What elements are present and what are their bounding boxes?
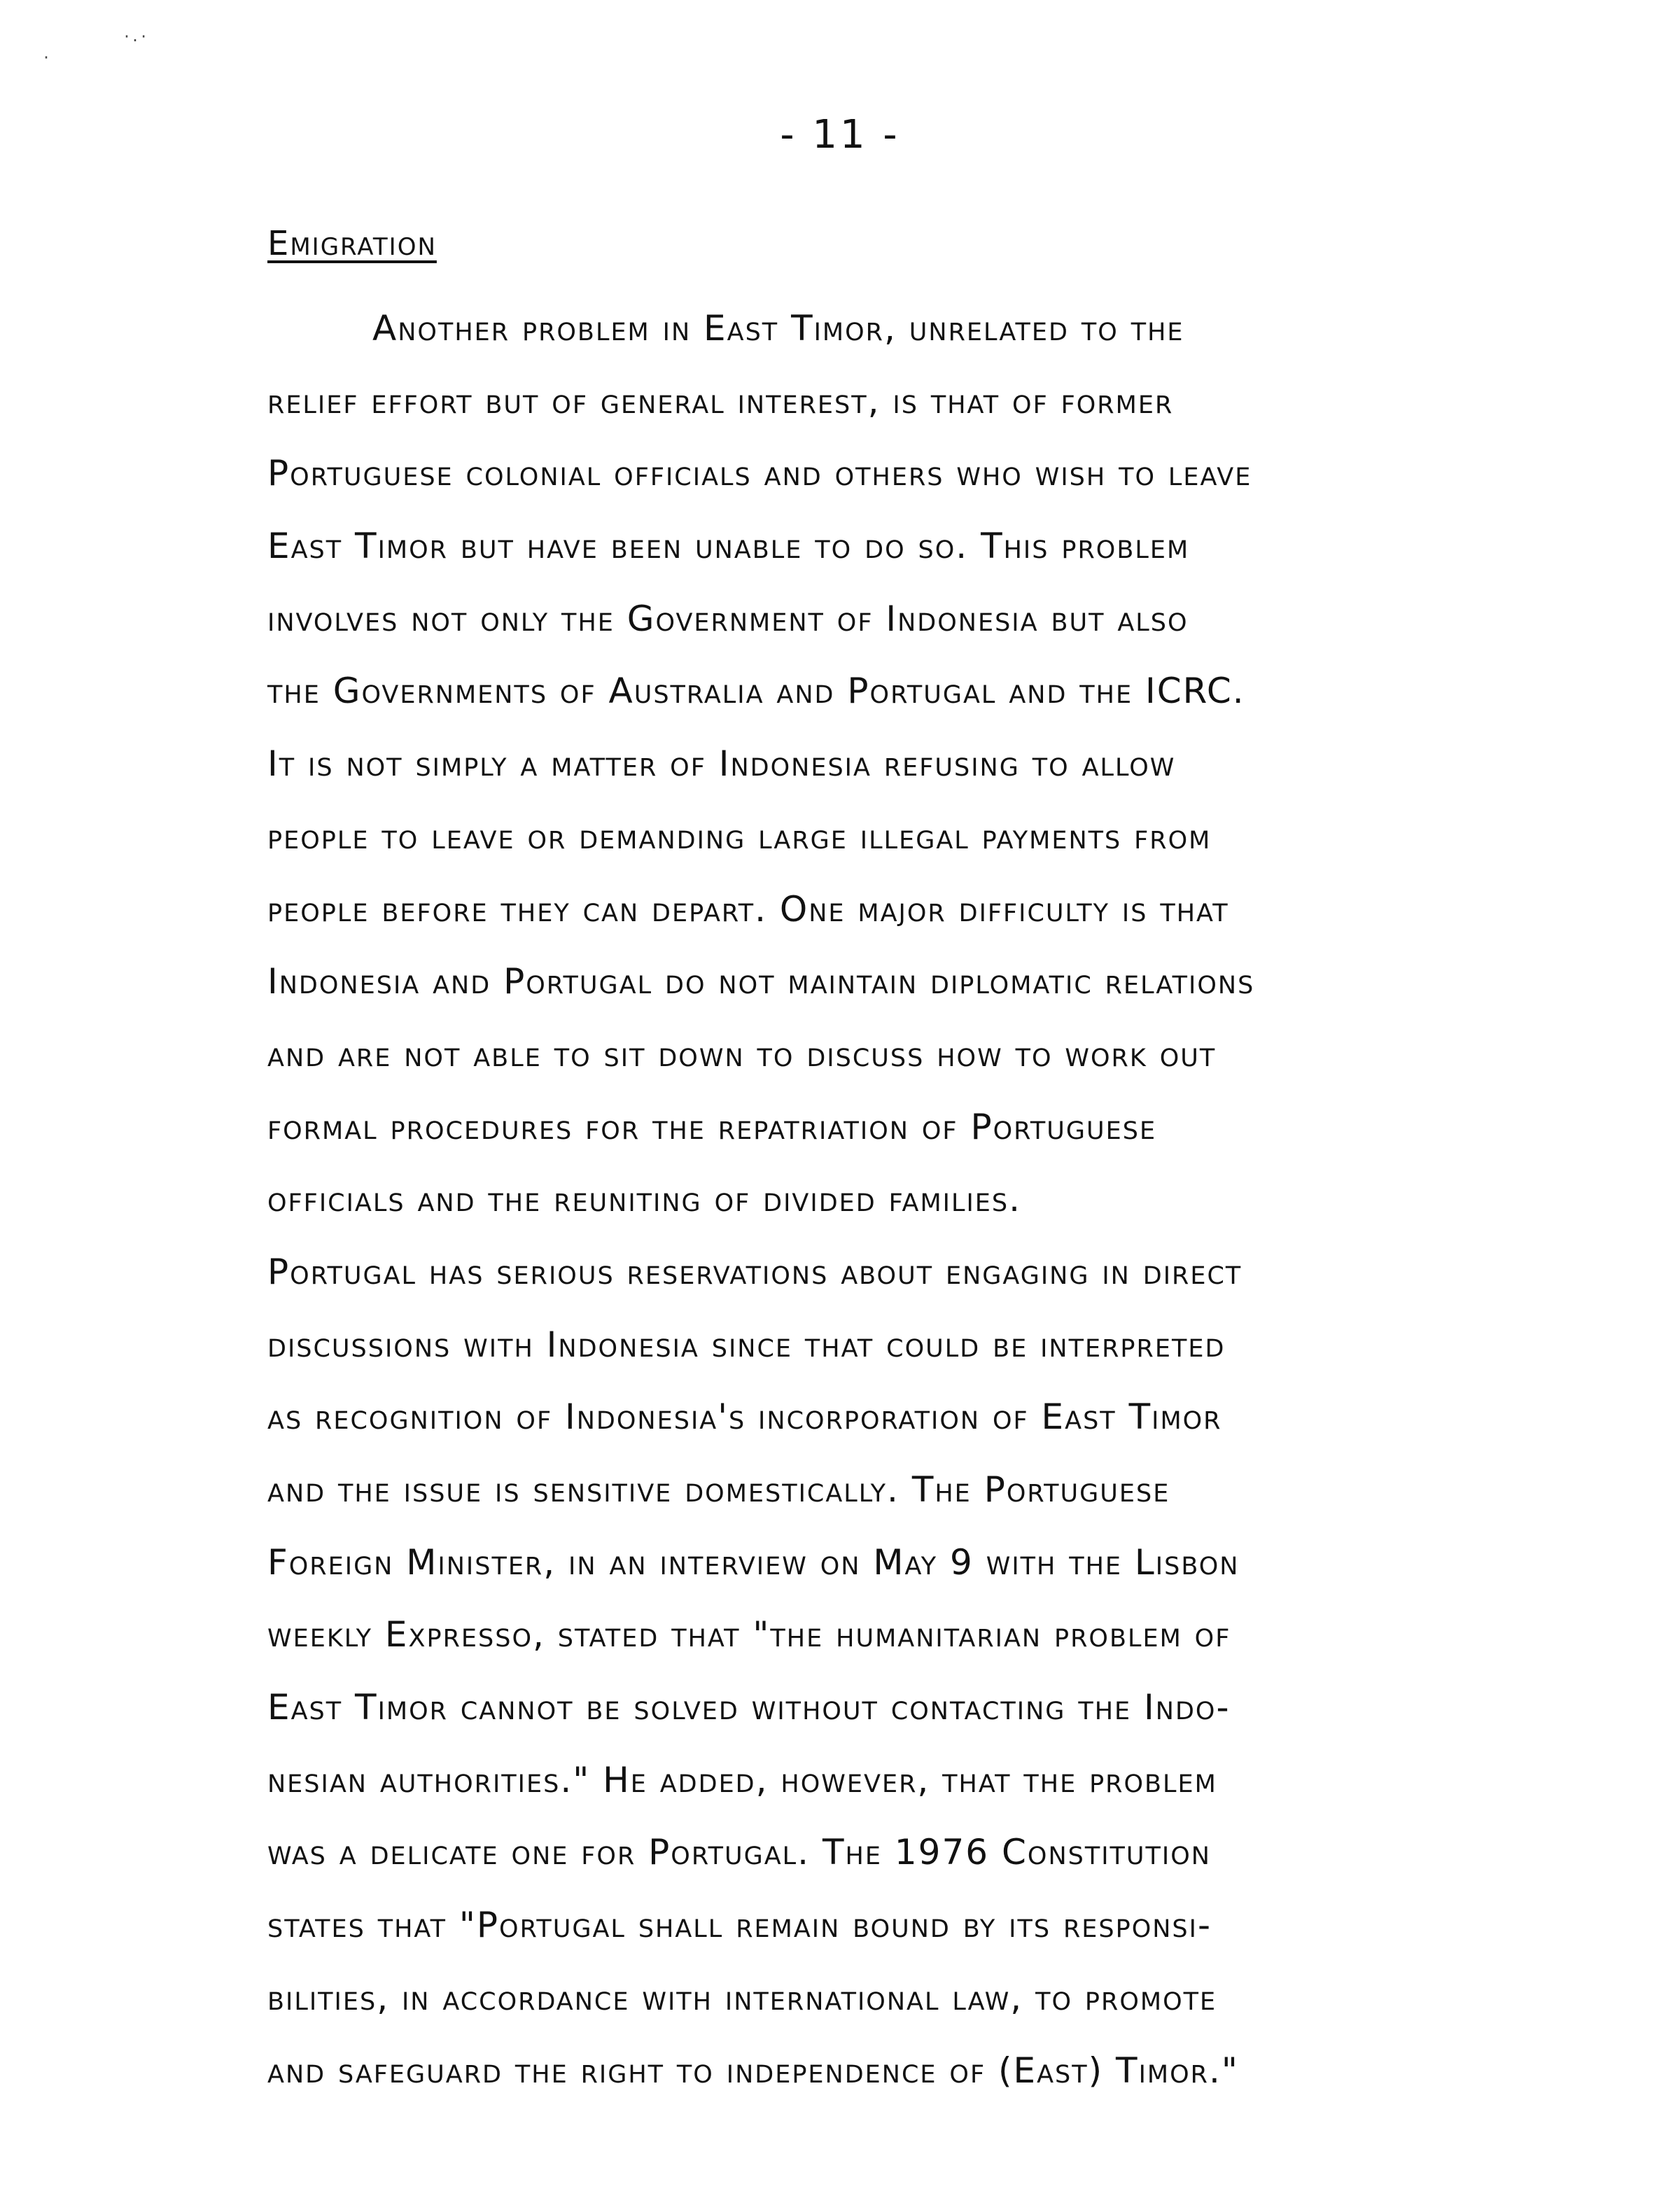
text-line: nesian authorities." He added, however, that the problem: [267, 1759, 1217, 1800]
text-line: as recognition of Indonesia's incorporation of East Timor: [267, 1396, 1222, 1438]
text-line: states that "Portugal shall remain bound by its responsi-: [267, 1905, 1212, 1946]
text-line: and safeguard the right to independence of (East) Timor.": [267, 2050, 1239, 2091]
text-line: Portuguese colonial officials and others who wish to leave: [267, 453, 1252, 494]
text-line: Another problem in East Timor, unrelated to the: [372, 308, 1184, 349]
text-line: Foreign Minister, in an interview on May 9 with the Lisbon: [267, 1541, 1240, 1583]
text-line: East Timor but have been unable to do so. This problem: [267, 526, 1190, 567]
scan-speck: ·.·: [122, 28, 148, 45]
scan-speck: ·: [42, 49, 51, 66]
text-line: Indonesia and Portugal do not maintain diplomatic relations: [267, 961, 1255, 1002]
text-line: and are not able to sit down to discuss how to work out: [267, 1033, 1217, 1074]
text-line: formal procedures for the repatriation of Portuguese: [267, 1106, 1157, 1147]
text-line: officials and the reuniting of divided families.: [267, 1179, 1022, 1220]
text-line: and the issue is sensitive domestically. The Portuguese: [267, 1469, 1170, 1510]
text-line: people to leave or demanding large illegal payments from: [267, 816, 1212, 857]
text-line: weekly Expresso, stated that "the humanitarian problem of: [267, 1614, 1231, 1656]
text-line: East Timor cannot be solved without contacting the Indo-: [267, 1687, 1231, 1728]
text-line: Portugal has serious reservations about engaging in direct: [267, 1251, 1242, 1292]
text-line: involves not only the Government of Indonesia but also: [267, 598, 1189, 639]
text-line: relief effort but of general interest, is that of former: [267, 380, 1174, 421]
text-line: It is not simply a matter of Indonesia refusing to allow: [267, 743, 1176, 785]
section-heading: Emigration: [267, 224, 437, 263]
text-line: the Governments of Australia and Portugal and the ICRC.: [267, 671, 1245, 712]
body-paragraph: [267, 293, 1597, 2107]
text-line: was a delicate one for Portugal. The 1976 Constitution: [267, 1832, 1211, 1873]
text-line: bilities, in accordance with international law, to promote: [267, 1977, 1217, 2018]
text-line: people before they can depart. One major difficulty is that: [267, 888, 1229, 930]
page-number: - 11 -: [780, 112, 900, 158]
text-line: discussions with Indonesia since that could be interpreted: [267, 1324, 1226, 1365]
